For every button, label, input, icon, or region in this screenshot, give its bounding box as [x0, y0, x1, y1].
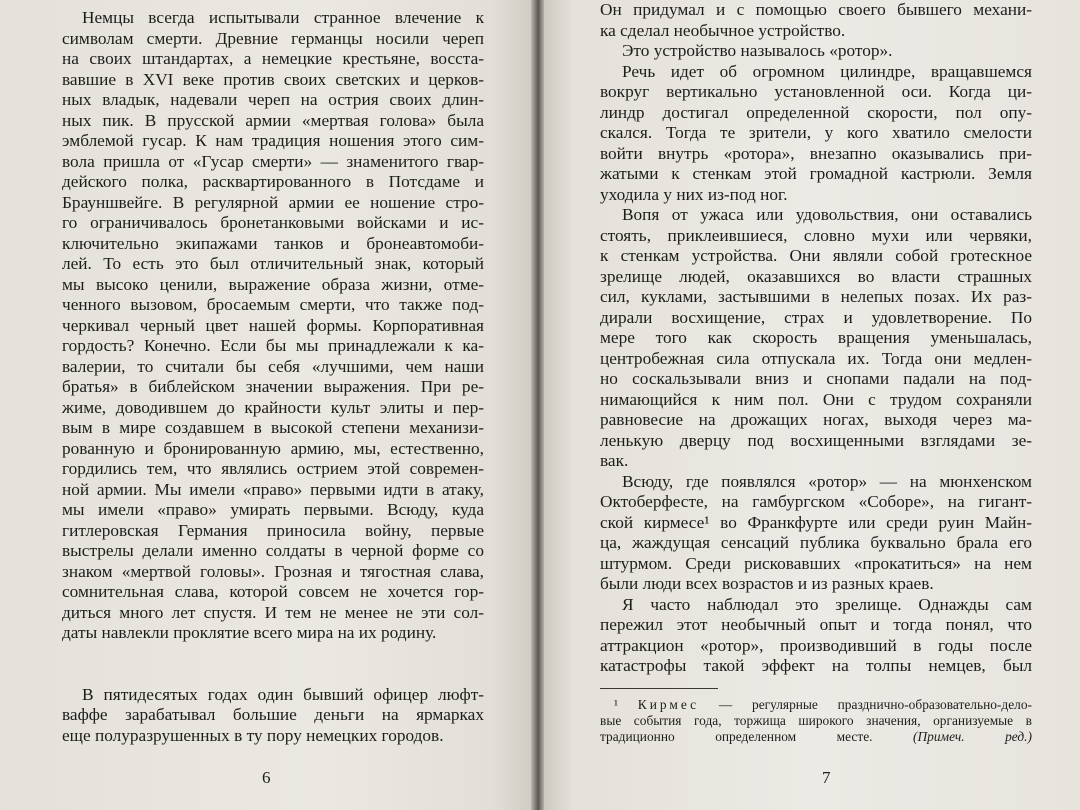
text-line: Вопя от ужаса или удовольствия, они оставались [622, 205, 1032, 224]
text-line: скался. Тогда те зрители, у кого хватило смелости [600, 123, 1032, 142]
text-line: вавшие в XVI веке против своих светских и церков- [62, 69, 484, 89]
text-line: зрелище людей, оказавшихся во власти страшных [600, 266, 1032, 286]
text-line: В пятидесятых годах один бывший офицер люфт- [82, 684, 484, 704]
footnote-term: Кирмес [637, 697, 700, 712]
text-line: Речь идет об огромном цилиндре, вращавшемся [622, 61, 1032, 81]
text-line: жиме, доводившем до крайности культ элиты и пер- [62, 397, 484, 417]
text-line: выстрелы делали именно солдаты в черной форме со [62, 541, 484, 560]
paragraph-gap [62, 644, 484, 685]
text-line: даты навлекли проклятие всего мира на их родину. [62, 623, 437, 642]
text-line: рованную и бронированную армию, мы, естественно, [62, 438, 484, 458]
text-line: вак. [600, 451, 629, 470]
text-line: еще полуразрушенных в ту пору немецких городов. [62, 725, 444, 745]
text-line: гордились тем, что являлись острием этой современ- [62, 459, 484, 478]
text-line: были люди всех возрастов и из разных краев. [600, 574, 934, 593]
text-line: линдр достигал определенной скорости, пол опу- [600, 102, 1032, 122]
text-line: мы имели «право» умирать первыми. Всюду, куда [62, 500, 484, 519]
text-line: Это устройство называлось «ротор». [622, 41, 893, 60]
text-line: уходила у них из-под ног. [600, 184, 788, 204]
footnote-text: — регулярные празднично-образовательно-дело- [699, 697, 1032, 712]
text-line: ключительно экипажами танков и бронеавтомоби- [62, 233, 484, 253]
text-line: ской кирмесе¹ во Франкфурте или среди руин Майн- [600, 512, 1032, 532]
text-line: вола пришла от «Гусар смерти» — знаменитого гвар- [62, 151, 484, 171]
text-line: сил, куклами, застывшими в нелепых позах. Их раз- [600, 287, 1032, 306]
text-line: диться много лет спустя. И тем не менее не эти сол- [62, 602, 484, 622]
text-line: ных владык, надевали череп на острия своих длин- [62, 90, 484, 109]
text-line: черкивал черный цвет нашей формы. Корпоративная [62, 315, 484, 335]
editor-note: (Примеч. ред.) [913, 729, 1032, 744]
text-line: вокруг вертикально установленной оси. Когда ци- [600, 82, 1032, 101]
text-line: Я часто наблюдал это зрелище. Однажды сам [622, 594, 1032, 614]
text-line: равновесие на дрожащих ногах, выходя через ма- [600, 410, 1032, 429]
text-line: Всюду, где появлялся «ротор» — на мюнхенском [622, 471, 1032, 491]
footnote-line: вые события года, торжища широкого значения, организуемые в [600, 713, 1032, 728]
text-line: гордость? Конечно. Если бы мы принадлежали к ка- [62, 336, 484, 355]
text-line: го ограничивалось бронетанковыми войсками и ис- [62, 213, 484, 232]
right-page-text [600, 0, 1032, 677]
page-number-left: 6 [262, 768, 271, 787]
footnote-line [600, 697, 1032, 713]
text-line: жатыми к стенкам этой громадной кастрюли. Земля [600, 164, 1032, 183]
text-line: символам смерти. Древние германцы носили череп [62, 28, 484, 48]
text-line: лей. То есть это был отличительный знак, который [62, 254, 484, 273]
text-line: братья» в библейском значении выражения. При ре- [62, 377, 484, 396]
text-line: гитлеровская Германия приносила войну, первые [62, 520, 484, 540]
text-line: дирали восхищение, страх и удовлетворение. По [600, 307, 1032, 327]
text-line: Октоберфесте, на гамбургском «Соборе», на гигант- [600, 492, 1032, 511]
book-gutter [531, 0, 544, 810]
text-line: эмблемой гусар. К нам традиция ношения этого сим- [62, 131, 484, 150]
paragraph [62, 8, 484, 644]
footnote-line [600, 729, 1032, 745]
text-line: ца, жаждущая сенсаций публика буквально брала его [600, 533, 1032, 552]
paragraph [62, 685, 484, 747]
text-line: войти внутрь «ротора», внезапно оказывались при- [600, 143, 1032, 163]
footnote-text: традиционно определенном месте. [600, 729, 914, 744]
page-number-right: 7 [822, 768, 831, 787]
text-line: ка сделал необычное устройство. [600, 20, 846, 40]
text-line: Брауншвейге. В регулярной армии ее ношение стро- [62, 192, 484, 212]
text-line: Он придумал и с помощью своего бывшего механи- [600, 0, 1032, 19]
text-line: ленькую дверцу под восхищенными взглядами зе- [600, 430, 1032, 450]
footnote [600, 697, 1032, 745]
text-line: стоять, приклеившиеся, словно мухи или червяки, [600, 225, 1032, 245]
text-line: к стенкам устройства. Они являли собой гротескное [600, 246, 1032, 265]
text-line: ной армии. Мы имели «право» первыми идти в атаку, [62, 479, 484, 499]
text-line: мы высоко ценили, выражение образа жизни, отме- [62, 274, 484, 294]
text-line: валерии, то считали бы себя «лучшими, чем наши [62, 356, 484, 376]
text-line: но соскальзывали вниз и снопами падали на под- [600, 369, 1032, 388]
text-line: дейского полка, расквартированного в Потсдаме и [62, 172, 484, 191]
text-line: катастрофы такой эффект на толпы немцев, был [600, 656, 1032, 675]
text-line: ченного вызовом, бросаемым смерти, что также под- [62, 295, 484, 314]
text-line: Немцы всегда испытывали странное влечение к [82, 8, 484, 27]
text-line: сомнительная слава, которой совсем не хочется гор- [62, 582, 484, 601]
text-line: мере того как скорость вращения уменьшалась, [600, 328, 1032, 347]
text-line: пережил этот необычный опыт и тогда понял, что [600, 615, 1032, 634]
text-line: ваффе зарабатывал большие деньги на ярмарках [62, 705, 484, 724]
text-line: знаком «мертвой головы». Грозная и тягостная слава, [62, 561, 484, 581]
text-line: вым в мире создавшем в высокой степени механизи- [62, 418, 484, 437]
footnote-marker: ¹ [614, 697, 619, 712]
text-line: аттракцион «ротор», производивший в годы после [600, 635, 1032, 655]
text-line: ных пик. В прусской армии «мертвая голова» была [62, 110, 484, 130]
footnote-divider [600, 688, 718, 689]
text-line: нимающийся к ним пол. Они с трудом сохраняли [600, 389, 1032, 409]
text-line: центробежная сила отпускала их. Тогда они медлен- [600, 348, 1032, 368]
left-page-text [62, 8, 484, 746]
text-line: штурмом. Среди рисковавших «прокатиться» на нем [600, 553, 1032, 573]
text-line: на своих штандартах, а немецкие крестьяне, восста- [62, 49, 484, 68]
